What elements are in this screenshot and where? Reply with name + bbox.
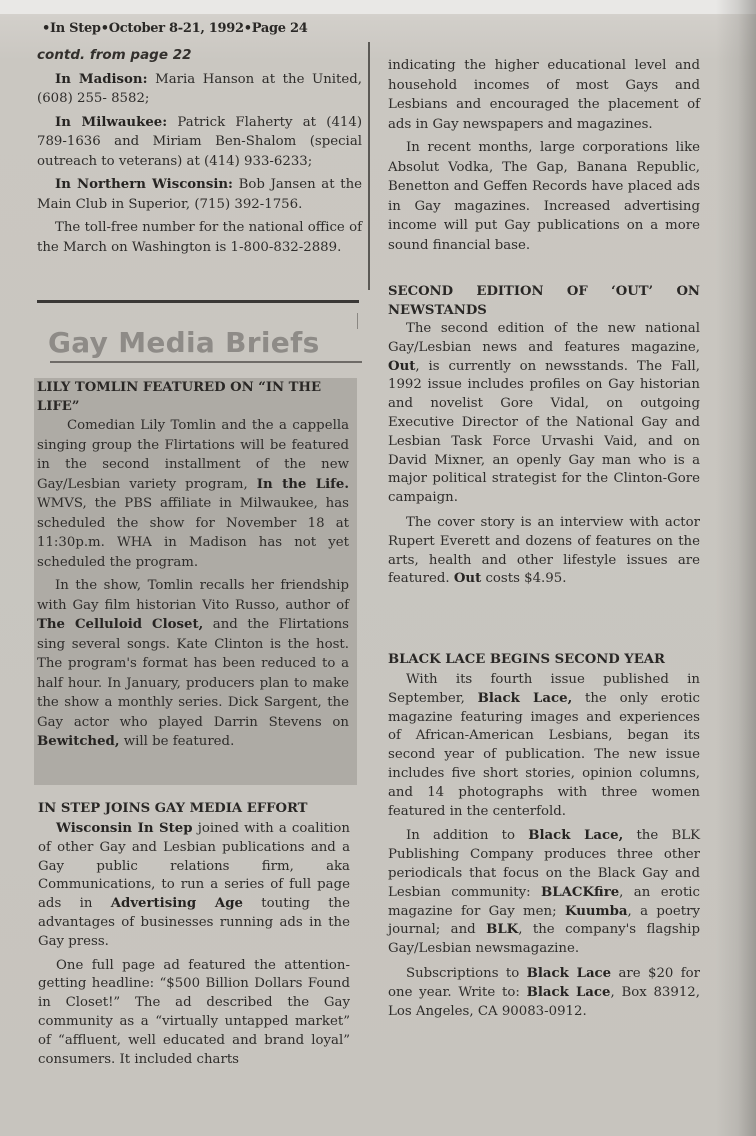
publication-name: Black Lace xyxy=(526,984,611,1000)
show-title: Bewitched, xyxy=(37,734,120,749)
text-run: , Box 83912, Los Angeles, CA 90083-0912. xyxy=(388,984,700,1019)
contact-lead: In Madison: xyxy=(55,71,148,87)
article-paragraph xyxy=(37,576,349,752)
text-run: touting the advantages of businesses running ads in the Gay press. xyxy=(38,896,350,949)
publication-name: Black Lace xyxy=(526,965,612,981)
contact-text: Maria Hanson at the United, (608) 255- 8582; xyxy=(37,71,362,106)
text-run: will be featured. xyxy=(119,734,235,749)
text-run: , a poetry journal; and xyxy=(388,903,700,938)
text-run: the BLK Publishing Company produces three other periodicals that focus on the Black Gay and Lesbian community: xyxy=(388,828,701,900)
publication-name: BLK xyxy=(486,922,519,938)
text-run: Comedian Lily Tomlin and the a cappella singing group the Flirtations will be featured in the second installment of the new Gay/Lesbian variety program, xyxy=(37,418,349,492)
text-run: The second edition of the new national Gay/Lesbian news and features magazine, xyxy=(388,321,700,355)
article-out-magazine xyxy=(388,282,700,589)
text-run: costs $4.95. xyxy=(481,571,567,587)
contacts-continued xyxy=(37,46,362,257)
contact-milwaukee xyxy=(37,113,362,172)
contact-text: Patrick Flaherty at (414) 789-1636 and Miriam Ben-Shalom (special outreach to veterans) at (414) 933-6233; xyxy=(37,114,363,169)
book-title: The Celluloid Closet, xyxy=(37,617,204,632)
section-title: Gay Media Briefs xyxy=(48,326,320,359)
contact-northern-wisconsin xyxy=(37,175,362,214)
article-paragraph: In recent months, large corporations like Absolut Vodka, The Gap, Banana Republic, Benetton and Geffen Records have placed ads in Gay magazines. Increased advertising income will put Gay publications on a more sound financial base. xyxy=(388,140,700,253)
text-run: In the show, Tomlin recalls her friendship with Gay film historian Vito Russo, author of xyxy=(37,578,349,613)
section-title-underline xyxy=(50,361,362,363)
column-rule-fragment xyxy=(357,313,358,329)
article-paragraph xyxy=(388,827,700,959)
continued-from-label: contd. from page 22 xyxy=(37,47,192,63)
contact-lead: In Milwaukee: xyxy=(55,114,168,130)
publication-name: Out xyxy=(388,358,416,374)
publication-name: Black Lace, xyxy=(528,828,624,844)
article-media-effort xyxy=(38,799,350,1069)
article-paragraph xyxy=(388,514,700,589)
article-headline: SECOND EDITION OF ‘OUT’ ON NEWSTANDS xyxy=(388,284,700,318)
publication-name: BLACKfire xyxy=(540,884,620,900)
text-run: are $20 for one year. Write to: xyxy=(388,965,700,1000)
text-run: Subscriptions to xyxy=(406,965,527,981)
publication-name: Black Lace, xyxy=(477,690,573,706)
contact-lead: In Northern Wisconsin: xyxy=(55,177,233,192)
article-paragraph xyxy=(388,320,700,508)
tollfree-paragraph: The toll-free number for the national office of the March on Washington is 1-800-832-2889. xyxy=(37,220,362,255)
article-paragraph xyxy=(37,416,349,572)
publication-name: Out xyxy=(453,571,482,587)
article-black-lace xyxy=(388,650,700,1021)
text-run: , the company's flagship Gay/Lesbian newsmagazine. xyxy=(388,922,700,957)
article-paragraph: One full page ad featured the attention-getting headline: “$500 Billion Dollars Found in Closet!” The ad described the Gay community as a “virtually untapped market” of “affluent, well educated and brand loyal” consumers. It included charts xyxy=(38,957,350,1067)
article-media-effort-continued xyxy=(388,56,700,255)
section-divider xyxy=(37,300,359,303)
column-rule xyxy=(368,42,370,290)
text-run: WMVS, the PBS affiliate in Milwaukee, has scheduled the show for November 18 at 11:30p.m. WHA in Madison has not yet scheduled the program. xyxy=(37,496,349,570)
article-paragraph xyxy=(388,671,700,821)
publication-name: Advertising Age xyxy=(110,896,243,912)
contact-text: Bob Jansen at the Main Club in Superior, (715) 392-1756. xyxy=(37,177,362,212)
text-run: The cover story is an interview with actor Rupert Everett and dozens of features on the arts, health and other lifestyle issues are featured. xyxy=(388,514,700,587)
text-run: the only erotic magazine featuring images and experiences of African-American Lesbians, began its second year of publication. The new issue includes five short stories, opinion columns, and 14 photographs with three women featured in the centerfold. xyxy=(388,690,700,819)
publication-name: Kuumba xyxy=(564,903,628,919)
program-title: In the Life. xyxy=(256,476,349,492)
masthead: •In Step•October 8-21, 1992•Page 24 xyxy=(42,21,308,36)
article-paragraph: indicating the higher educational level and household incomes of most Gays and Lesbians and encouraged the placement of ads in Gay newspapers and magazines. xyxy=(388,58,700,132)
article-paragraph xyxy=(38,820,350,952)
scan-margin xyxy=(0,0,756,14)
article-paragraph xyxy=(388,965,700,1021)
text-run: joined with a coalition of other Gay and Lesbian publications and a Gay public relations firm, aka Communications, to run a series of full page ads in xyxy=(38,821,350,912)
text-run: and the Flirtations sing several songs. Kate Clinton is the host. The program's format has been reduced to a half hour. In January, producers plan to make the show a monthly series. Dick Sargent, the Gay actor who played Darrin Stevens on xyxy=(37,617,349,730)
text-run: In addition to xyxy=(406,828,529,844)
text-run: , is currently on newsstands. The Fall, 1992 issue includes profiles on Gay historian and novelist Gore Vidal, on outgoing Executive Director of the National Gay and Lesbian Task Force Urvashi Vaid, and on David Mixner, an openly Gay man who is a major political strategist for the Clinton-Gore campaign. xyxy=(388,358,700,506)
text-run: With its fourth issue published in September, xyxy=(388,672,700,706)
contact-madison xyxy=(37,70,362,109)
article-headline: IN STEP JOINS GAY MEDIA EFFORT xyxy=(38,801,308,816)
scan-shadow xyxy=(716,0,756,1136)
publication-name: Wisconsin In Step xyxy=(56,821,193,836)
text-run: , an erotic magazine for Gay men; xyxy=(388,884,700,919)
article-headline: LILY TOMLIN FEATURED ON “IN THE LIFE” xyxy=(37,380,321,414)
article-tomlin xyxy=(37,378,349,752)
article-headline: BLACK LACE BEGINS SECOND YEAR xyxy=(388,652,665,667)
